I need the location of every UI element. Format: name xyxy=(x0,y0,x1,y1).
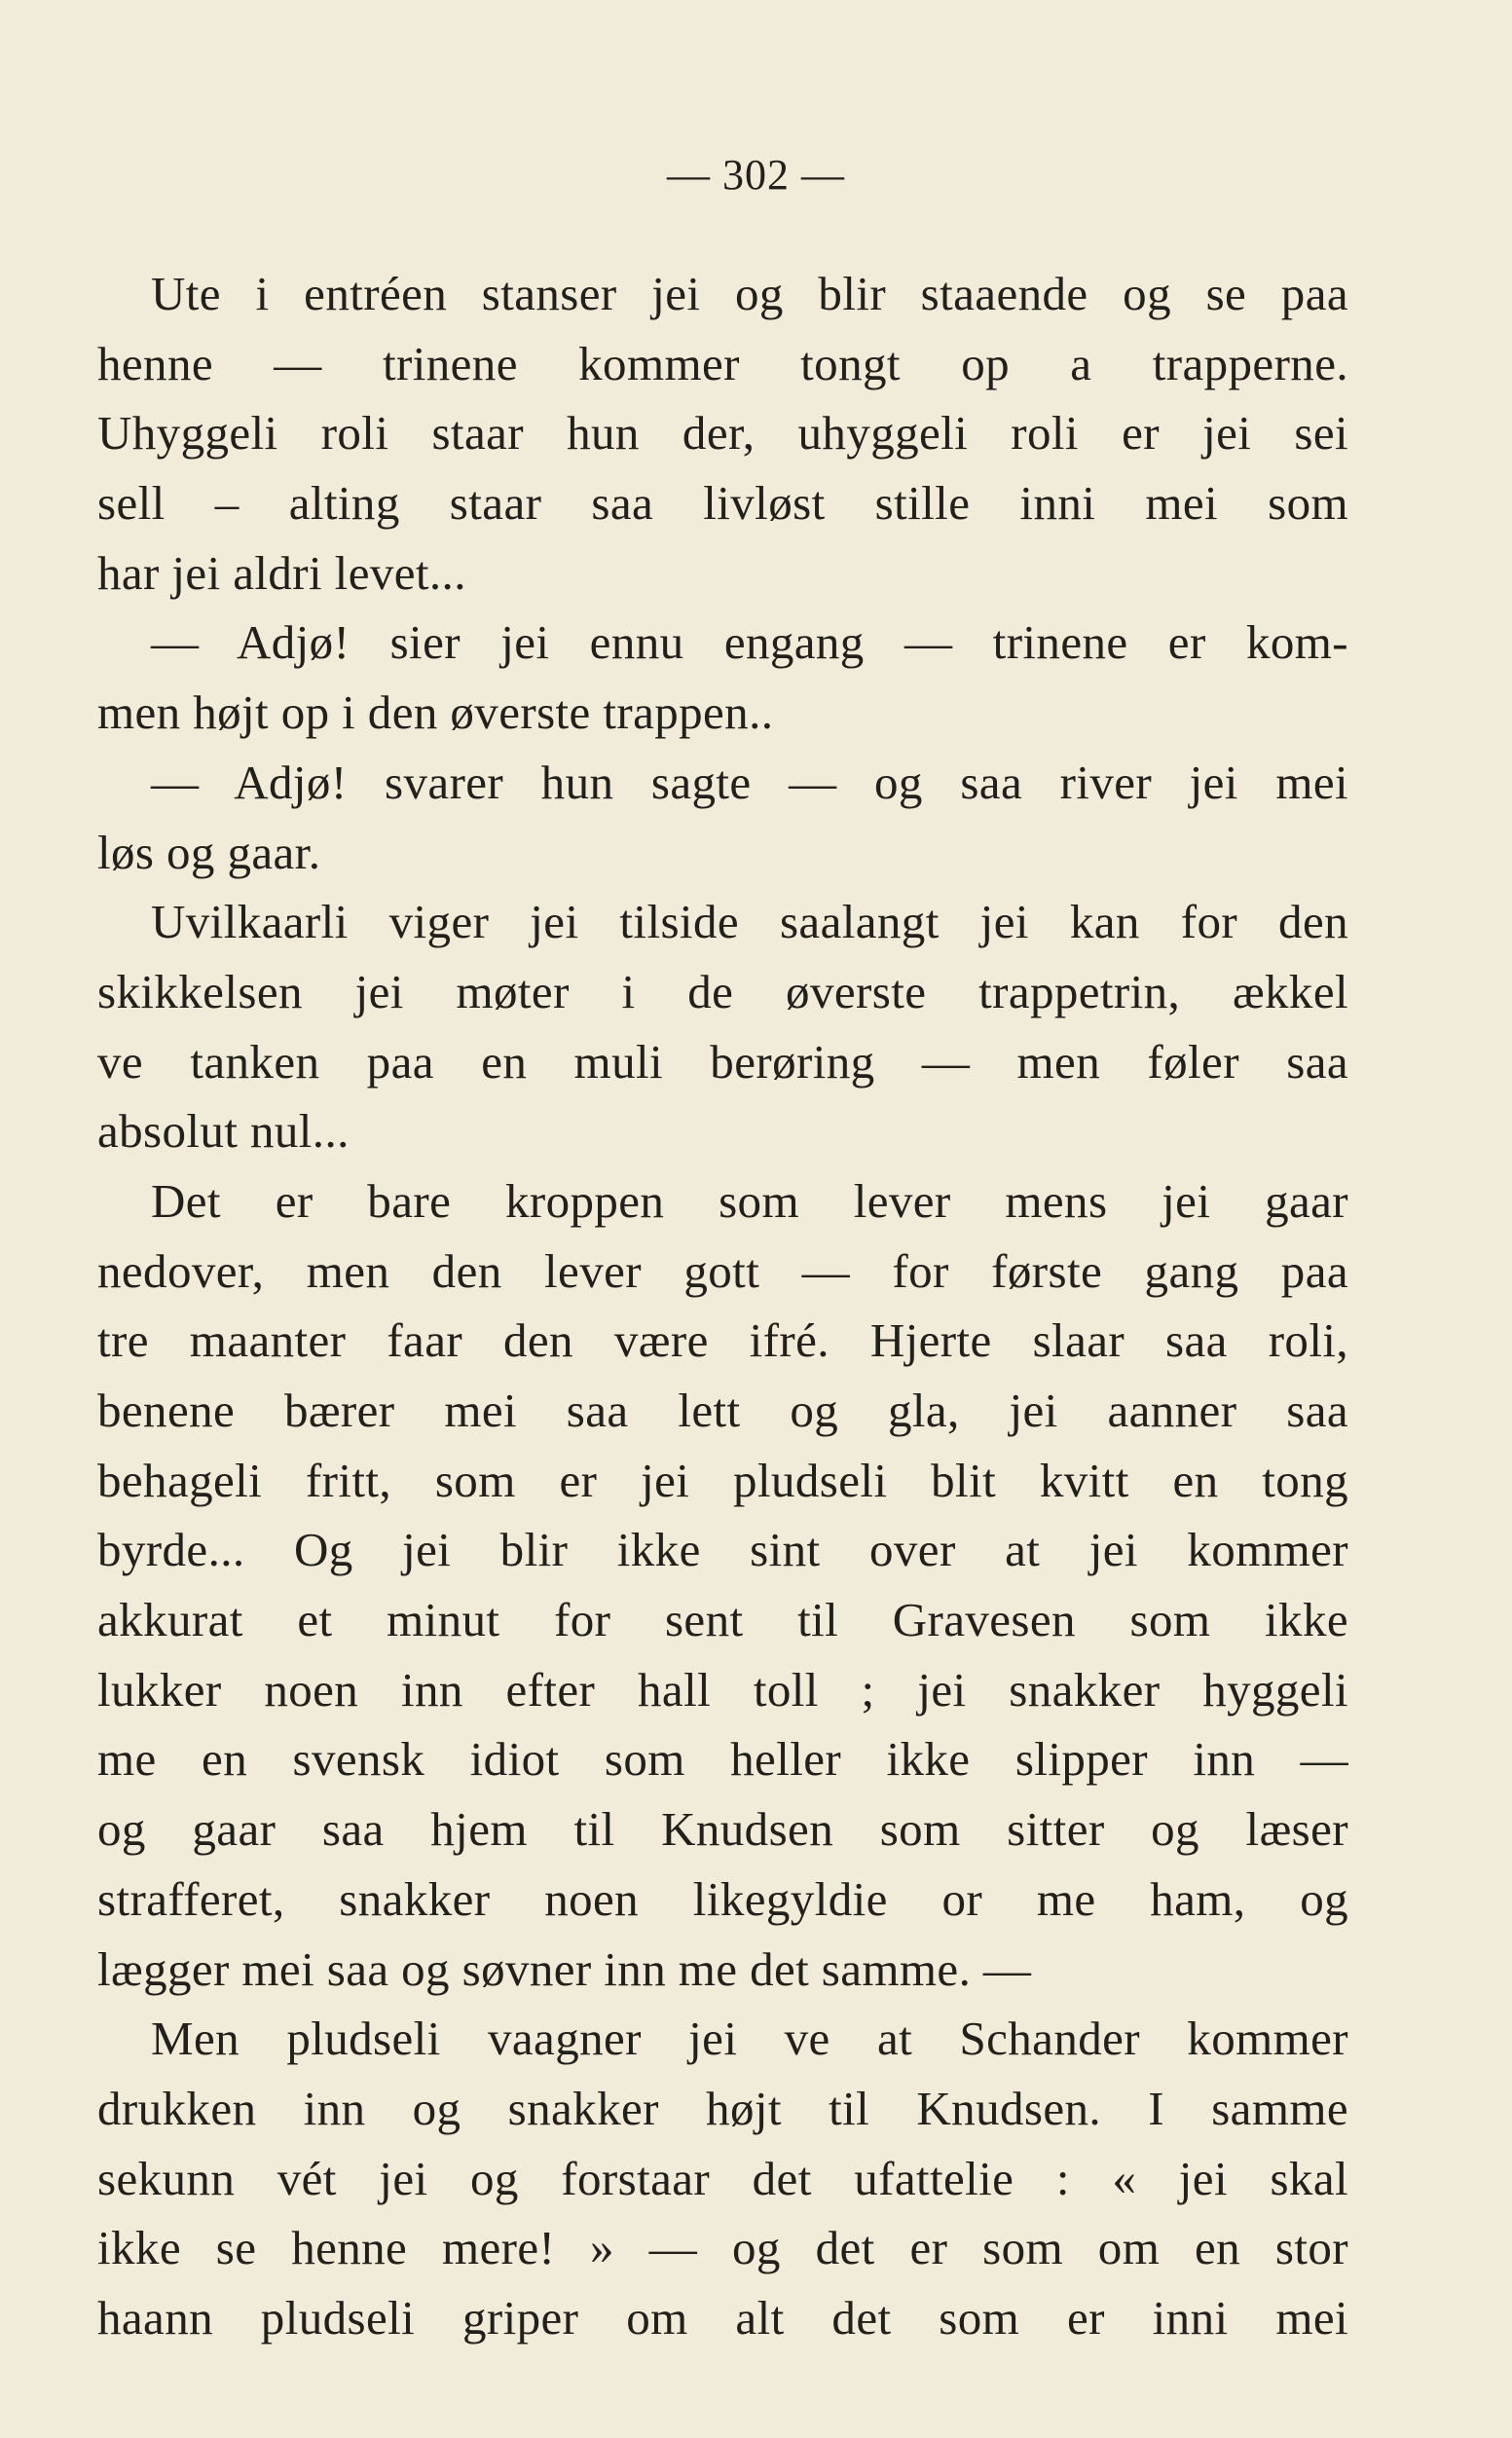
text-line: Uvilkaarli viger jei tilside saalangt jei kan for den xyxy=(151,895,1348,949)
text-line: sekunn vét jei og forstaar det ufattelie : « jei skal xyxy=(97,2151,1348,2205)
text-line: lægger mei saa og søvner inn me det samme. — xyxy=(97,1941,1032,1996)
text-line: haann pludseli griper om alt det som er inni mei xyxy=(97,2290,1348,2345)
text-line: men højt op i den øverste trappen.. xyxy=(97,685,774,740)
text-line: løs og gaar. xyxy=(97,825,321,879)
text-line: akkurat et minut for sent til Gravesen som ikke xyxy=(97,1593,1348,1647)
body-text xyxy=(97,259,1348,2353)
text-line: nedover, men den lever gott — for første gang paa xyxy=(97,1243,1348,1298)
page-number: — 302 — xyxy=(667,151,845,199)
text-line: sell – alting staar saa livløst stille inni mei som xyxy=(97,476,1348,531)
text-line: me en svensk idiot som heller ikke slipper inn — xyxy=(97,1732,1348,1787)
text-line: — Adjø! sier jei ennu engang — trinene er kom- xyxy=(151,615,1348,670)
text-line: byrde... Og jei blir ikke sint over at jei kommer xyxy=(97,1523,1348,1577)
text-line: og gaar saa hjem til Knudsen som sitter og læser xyxy=(97,1802,1348,1857)
text-line: skikkelsen jei møter i de øverste trappetrin, ækkel xyxy=(97,964,1348,1018)
text-line: Uhyggeli roli staar hun der, uhyggeli roli er jei sei xyxy=(97,406,1348,461)
text-line: har jei aldri levet... xyxy=(97,545,466,600)
text-line: benene bærer mei saa lett og gla, jei aanner saa xyxy=(97,1384,1348,1437)
text-line: henne — trinene kommer tongt op a trapperne. xyxy=(97,336,1348,390)
text-line: absolut nul... xyxy=(97,1104,350,1159)
text-line: lukker noen inn efter hall toll ; jei snakker hyggeli xyxy=(97,1662,1348,1717)
text-line: — Adjø! svarer hun sagte — og saa river jei mei xyxy=(151,755,1348,809)
text-line: Det er bare kroppen som lever mens jei gaar xyxy=(151,1173,1348,1228)
text-line: behageli fritt, som er jei pludseli blit kvitt en tong xyxy=(97,1453,1348,1507)
text-line: drukken inn og snakker højt til Knudsen. I samme xyxy=(97,2081,1348,2135)
text-line: ve tanken paa en muli berøring — men føler saa xyxy=(97,1034,1348,1089)
text-line: strafferet, snakker noen likegyldie or me ham, og xyxy=(97,1871,1348,1926)
text-line: Ute i entréen stanser jei og blir staaende og se paa xyxy=(151,267,1348,320)
text-line: ikke se henne mere! » — og det er som om en stor xyxy=(97,2221,1348,2275)
text-line: Men pludseli vaagner jei ve at Schander kommer xyxy=(151,2012,1348,2066)
text-line: tre maanter faar den være ifré. Hjerte slaar saa roli, xyxy=(97,1313,1348,1368)
